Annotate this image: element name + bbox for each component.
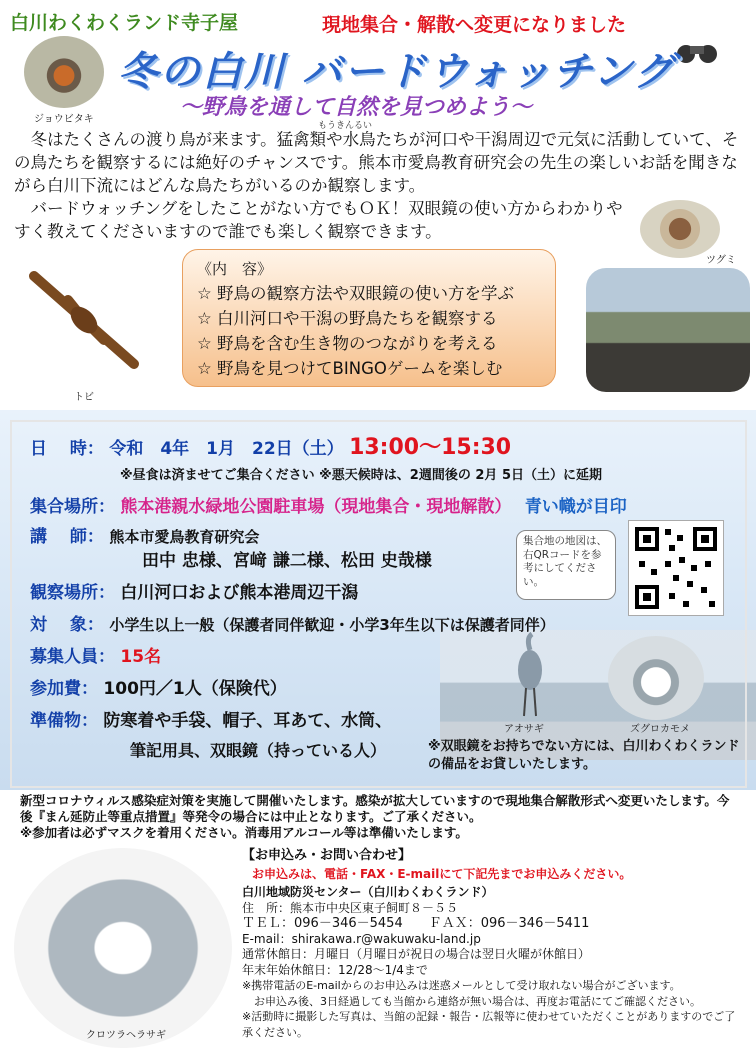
label-kurotsura: クロツラヘラサギ [86, 1030, 166, 1041]
intro-paragraph-1: 冬はたくさんの渡り鳥が来ます。猛禽類や水鳥たちが河口や干潟周辺で元気に活動していて、その鳥たちを観察するには絶好のチャンスです。熊本市愛鳥教育研究会の先生の楽しいお話を聞きながら白川下流にはどんな鳥たちがいるのか観察します。 [14, 130, 739, 195]
place-mark: 青い幟が目印 [524, 497, 627, 517]
count-row [30, 642, 161, 667]
corona-line-2: ※参加者は必ずマスクを着用ください。消毒用アルコール等は準備いたします。 [20, 825, 468, 840]
place-label: 集合場所： [30, 497, 115, 517]
ruby-reading: もうきんるい [318, 121, 373, 131]
binoculars-icon [676, 40, 718, 64]
group-photo [586, 268, 750, 392]
gull-photo [608, 636, 704, 720]
date-label: 日 時： [30, 439, 104, 459]
label-zuguro: ズグロカモメ [630, 724, 690, 735]
contact-note-1: ※携帯電話のE-mailからのお申込みは迷惑メールとして受け取れない場合がございます。 [242, 979, 681, 992]
qr-code[interactable] [628, 520, 724, 616]
bring-value-1: 防寒着や手袋、帽子、耳あて、水筒、 [103, 711, 393, 731]
page-title: 冬の白川 バードウォッチング [118, 49, 676, 95]
intro-paragraph-2: バードウォッチングをしたことがない方でもＯＫ！双眼鏡の使い方からわかりやすく教えてくださいますので誰でも楽しく観察できます。 [14, 199, 623, 241]
target-value: 小学生以上一般（保護者同伴歓迎・小学3年生以下は保護者同伴） [109, 616, 555, 634]
map-note-balloon: 集合地の地図は、右QRコードを参考にしてください。 [516, 530, 616, 600]
phone-fax[interactable]: ＴＥＬ：096－346－5454 ＦＡＸ：096－346－5411 [242, 916, 590, 931]
target-label: 対 象： [30, 615, 104, 635]
area-value: 白川河口および熊本港周辺干潟 [120, 583, 359, 603]
contents-item: ☆ 野鳥を含む生き物のつながりを考える [197, 334, 498, 353]
area-label: 観察場所： [30, 583, 115, 603]
contact-note-2: ※活動時に撮影した写真は、当館の記録・報告・広報等に使わせていただくことがありますのでご了承ください。 [242, 1010, 736, 1039]
spoonbill-photo [14, 848, 232, 1048]
heron-photo [500, 630, 560, 720]
count-value: 15名 [120, 647, 162, 667]
fee-value: 100円／1人（保険代） [103, 679, 287, 699]
time-value: 13:00～15:30 [349, 435, 512, 460]
bring-value-2: 筆記用具、双眼鏡（持っている人） [130, 741, 387, 760]
fee-row [30, 674, 287, 699]
bring-row [30, 706, 392, 731]
center-name: 白川地域防災センター（白川わくわくランド） [242, 885, 494, 899]
bird-photo-tsugumi [640, 200, 720, 258]
intro-text [14, 128, 744, 243]
place-value: 熊本港親水緑地公園駐車場（現地集合・現地解散） [120, 497, 512, 517]
date-value: 令和 4年 1月 22日（土） [109, 439, 344, 459]
email-address[interactable]: E-mail：shirakawa.r@wakuwaku-land.jp [242, 931, 481, 946]
label-tobi: トビ [74, 392, 94, 403]
organizer-title: 白川わくわくランド寺子屋 [10, 12, 239, 34]
fee-label: 参加費： [30, 679, 98, 699]
contents-item: ☆ 野鳥の観察方法や双眼鏡の使い方を学ぶ [197, 284, 515, 303]
yearend-closed: 年末年始休館日：12/28～1/4まで [242, 962, 428, 977]
date-row [30, 430, 511, 461]
area-row [30, 578, 358, 603]
bring-label: 準備物： [30, 711, 98, 731]
contact-section [242, 848, 742, 1040]
contact-heading: 【お申込み・お問い合わせ】 [242, 848, 412, 863]
page-subtitle: ～野鳥を通して自然を見つめよう～ [180, 95, 533, 120]
teacher-row [30, 522, 259, 547]
closed-day: 通常休館日：月曜日（月曜日が祝日の場合は翌日火曜が休館日） [242, 947, 591, 961]
contents-item: ☆ 白川河口や干潟の野鳥たちを観察する [197, 309, 498, 328]
label-tsugumi: ツグミ [706, 255, 736, 266]
place-row [30, 492, 627, 517]
corona-line-1: 新型コロナウィルス感染症対策を実施して開催いたします。感染が拡大していますので現地集合解散形式へ変更いたします。今後『まん延防止等重点措置』等発令の場合には中止となります。ご了承ください。 [20, 793, 730, 824]
label-joubitaki: ジョウビタキ [34, 114, 94, 125]
teacher-label: 講 師： [30, 527, 104, 547]
label-aosagi: アオサギ [504, 724, 544, 735]
teacher-org: 熊本市愛鳥教育研究会 [109, 528, 260, 546]
bird-photo-joubitaki [24, 36, 104, 108]
contents-heading: 《内 容》 [197, 260, 273, 278]
date-note: ※昼食は済ませてご集合ください ※悪天候時は、2週間後の 2月 5日（土）に延期 [120, 468, 602, 483]
contact-lead: お申込みは、電話・FAX・E-mailにて下記先までお申込みください。 [252, 866, 632, 881]
contact-note-1b: お申込み後、3日経過しても当館から連絡が無い場合は、再度お電話にてご確認ください。 [254, 994, 701, 1008]
change-notice: 現地集合・解散へ変更になりました [322, 14, 627, 36]
contents-item: ☆ 野鳥を見つけてBINGOゲームを楽しむ [197, 359, 503, 378]
address: 住 所：熊本市中央区東子飼町８－５５ [242, 900, 459, 915]
count-label: 募集人員： [30, 647, 115, 667]
target-row [30, 610, 555, 635]
corona-notice [20, 793, 740, 841]
teacher-names: 田中 忠様、宮﨑 謙二様、松田 史哉様 [142, 551, 432, 571]
bring-note: ※双眼鏡をお持ちでない方には、白川わくわくランドの備品をお貸しいたします。 [428, 739, 740, 772]
bird-photo-tobi [28, 264, 140, 376]
contents-box [182, 249, 556, 387]
